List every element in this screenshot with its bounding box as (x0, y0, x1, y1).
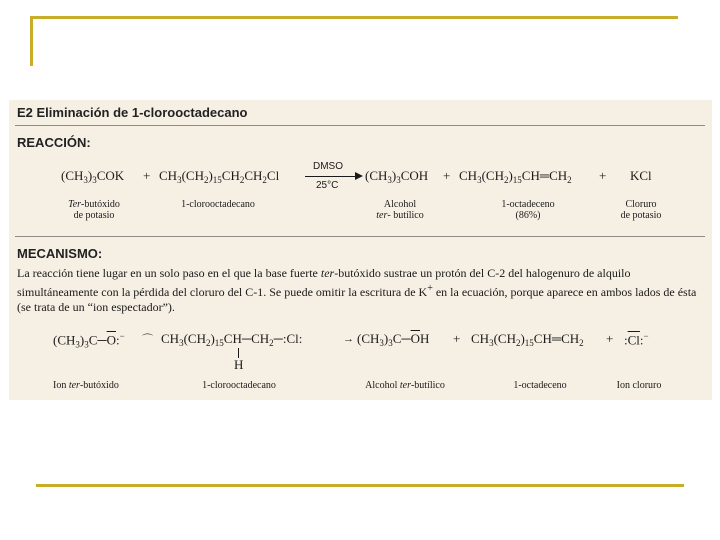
mechanism-heading: MECANISMO: (17, 246, 103, 261)
mechanism-1-chlorooctadecane: $CH_3(CH_2)_{15}CH─CH_2─:Cl$: (161, 331, 303, 348)
reaction-arrow-head (355, 172, 363, 180)
product-1-octadecene: $CH_3(CH_2)_{15}CH═CH_2$ (459, 168, 572, 185)
caption-mech-1-chlorooctadecane: 1-clorooctadecano (202, 380, 276, 391)
caption-potassium-tert-butoxide: Ter-butóxido de potasio (68, 199, 120, 221)
plus-sign: + (443, 168, 451, 183)
plus-sign: + (599, 168, 607, 183)
mechanism-description: La reacción tiene lugar en un solo paso en el que la base fuerte ter-butóxido sustrae un protón del C-2 del halogenuro de alquilo simultáneamente con la pérdida del cloruro del C-1. Se puede omitir la escritura de K+ en la ecuación, porque aparece en ambos lados de ésta (se trata de un “ion espectador”). (17, 266, 697, 314)
mechanism-chloride-ion: $:\overline{Cl}:^-$ (624, 331, 649, 348)
reactant-potassium-tert-butoxide: $(CH_3)_3COK$ (61, 168, 125, 185)
product-tert-butyl-alcohol: $(CH_3)_3COH$ (365, 168, 429, 185)
mechanism-tert-butoxide-ion: $(CH_3)_3C─\overline{O}:^-$ (53, 331, 125, 350)
page-title: E2 Eliminación de 1-clorooctadecano (17, 105, 248, 120)
title-divider (15, 125, 705, 126)
caption-1-octadecene: 1-octadeceno (86%) (501, 199, 555, 221)
bottom-accent-rule (36, 484, 684, 487)
top-accent-tick (30, 16, 33, 66)
caption-mech-1-octadecene: 1-octadeceno (513, 380, 567, 391)
caption-potassium-chloride: Cloruro de potasio (620, 199, 662, 221)
product-potassium-chloride: KCl (630, 168, 652, 183)
section-divider (15, 236, 705, 237)
plus-sign: + (143, 168, 151, 183)
reactant-1-chlorooctadecane: $CH_3(CH_2)_{15}CH_2CH_2Cl$ (159, 168, 280, 185)
mechanism-tert-butyl-alcohol: $(CH_3)_3C─\overline{O}H$ (357, 331, 430, 348)
caption-1-chlorooctadecane: 1-clorooctadecano (181, 199, 255, 210)
reaction-arrow (305, 176, 357, 177)
mechanism-1-octadecene: $CH_3(CH_2)_{15}CH═CH_2$ (471, 331, 584, 348)
caption-tert-butoxide-ion: Ion ter-butóxido (53, 380, 119, 391)
plus-sign: + (453, 331, 461, 346)
top-accent-rule (30, 16, 678, 19)
reaction-heading: REACCIÓN: (17, 135, 91, 150)
content-panel (9, 100, 712, 400)
caption-mech-tert-butyl-alcohol: Alcohol ter-butílico (365, 380, 445, 391)
plus-sign: + (606, 331, 614, 346)
mechanism-arrow: → (343, 333, 354, 345)
caption-tert-butyl-alcohol: Alcohol ter- butílico (376, 199, 424, 221)
mechanism-hydrogen: H (234, 357, 244, 372)
caption-chloride-ion: Ion cloruro (616, 380, 662, 391)
condition-solvent: DMSO (313, 161, 343, 172)
condition-temperature: 25°C (316, 180, 339, 191)
electron-push-arrow: ⌒ (142, 334, 153, 346)
